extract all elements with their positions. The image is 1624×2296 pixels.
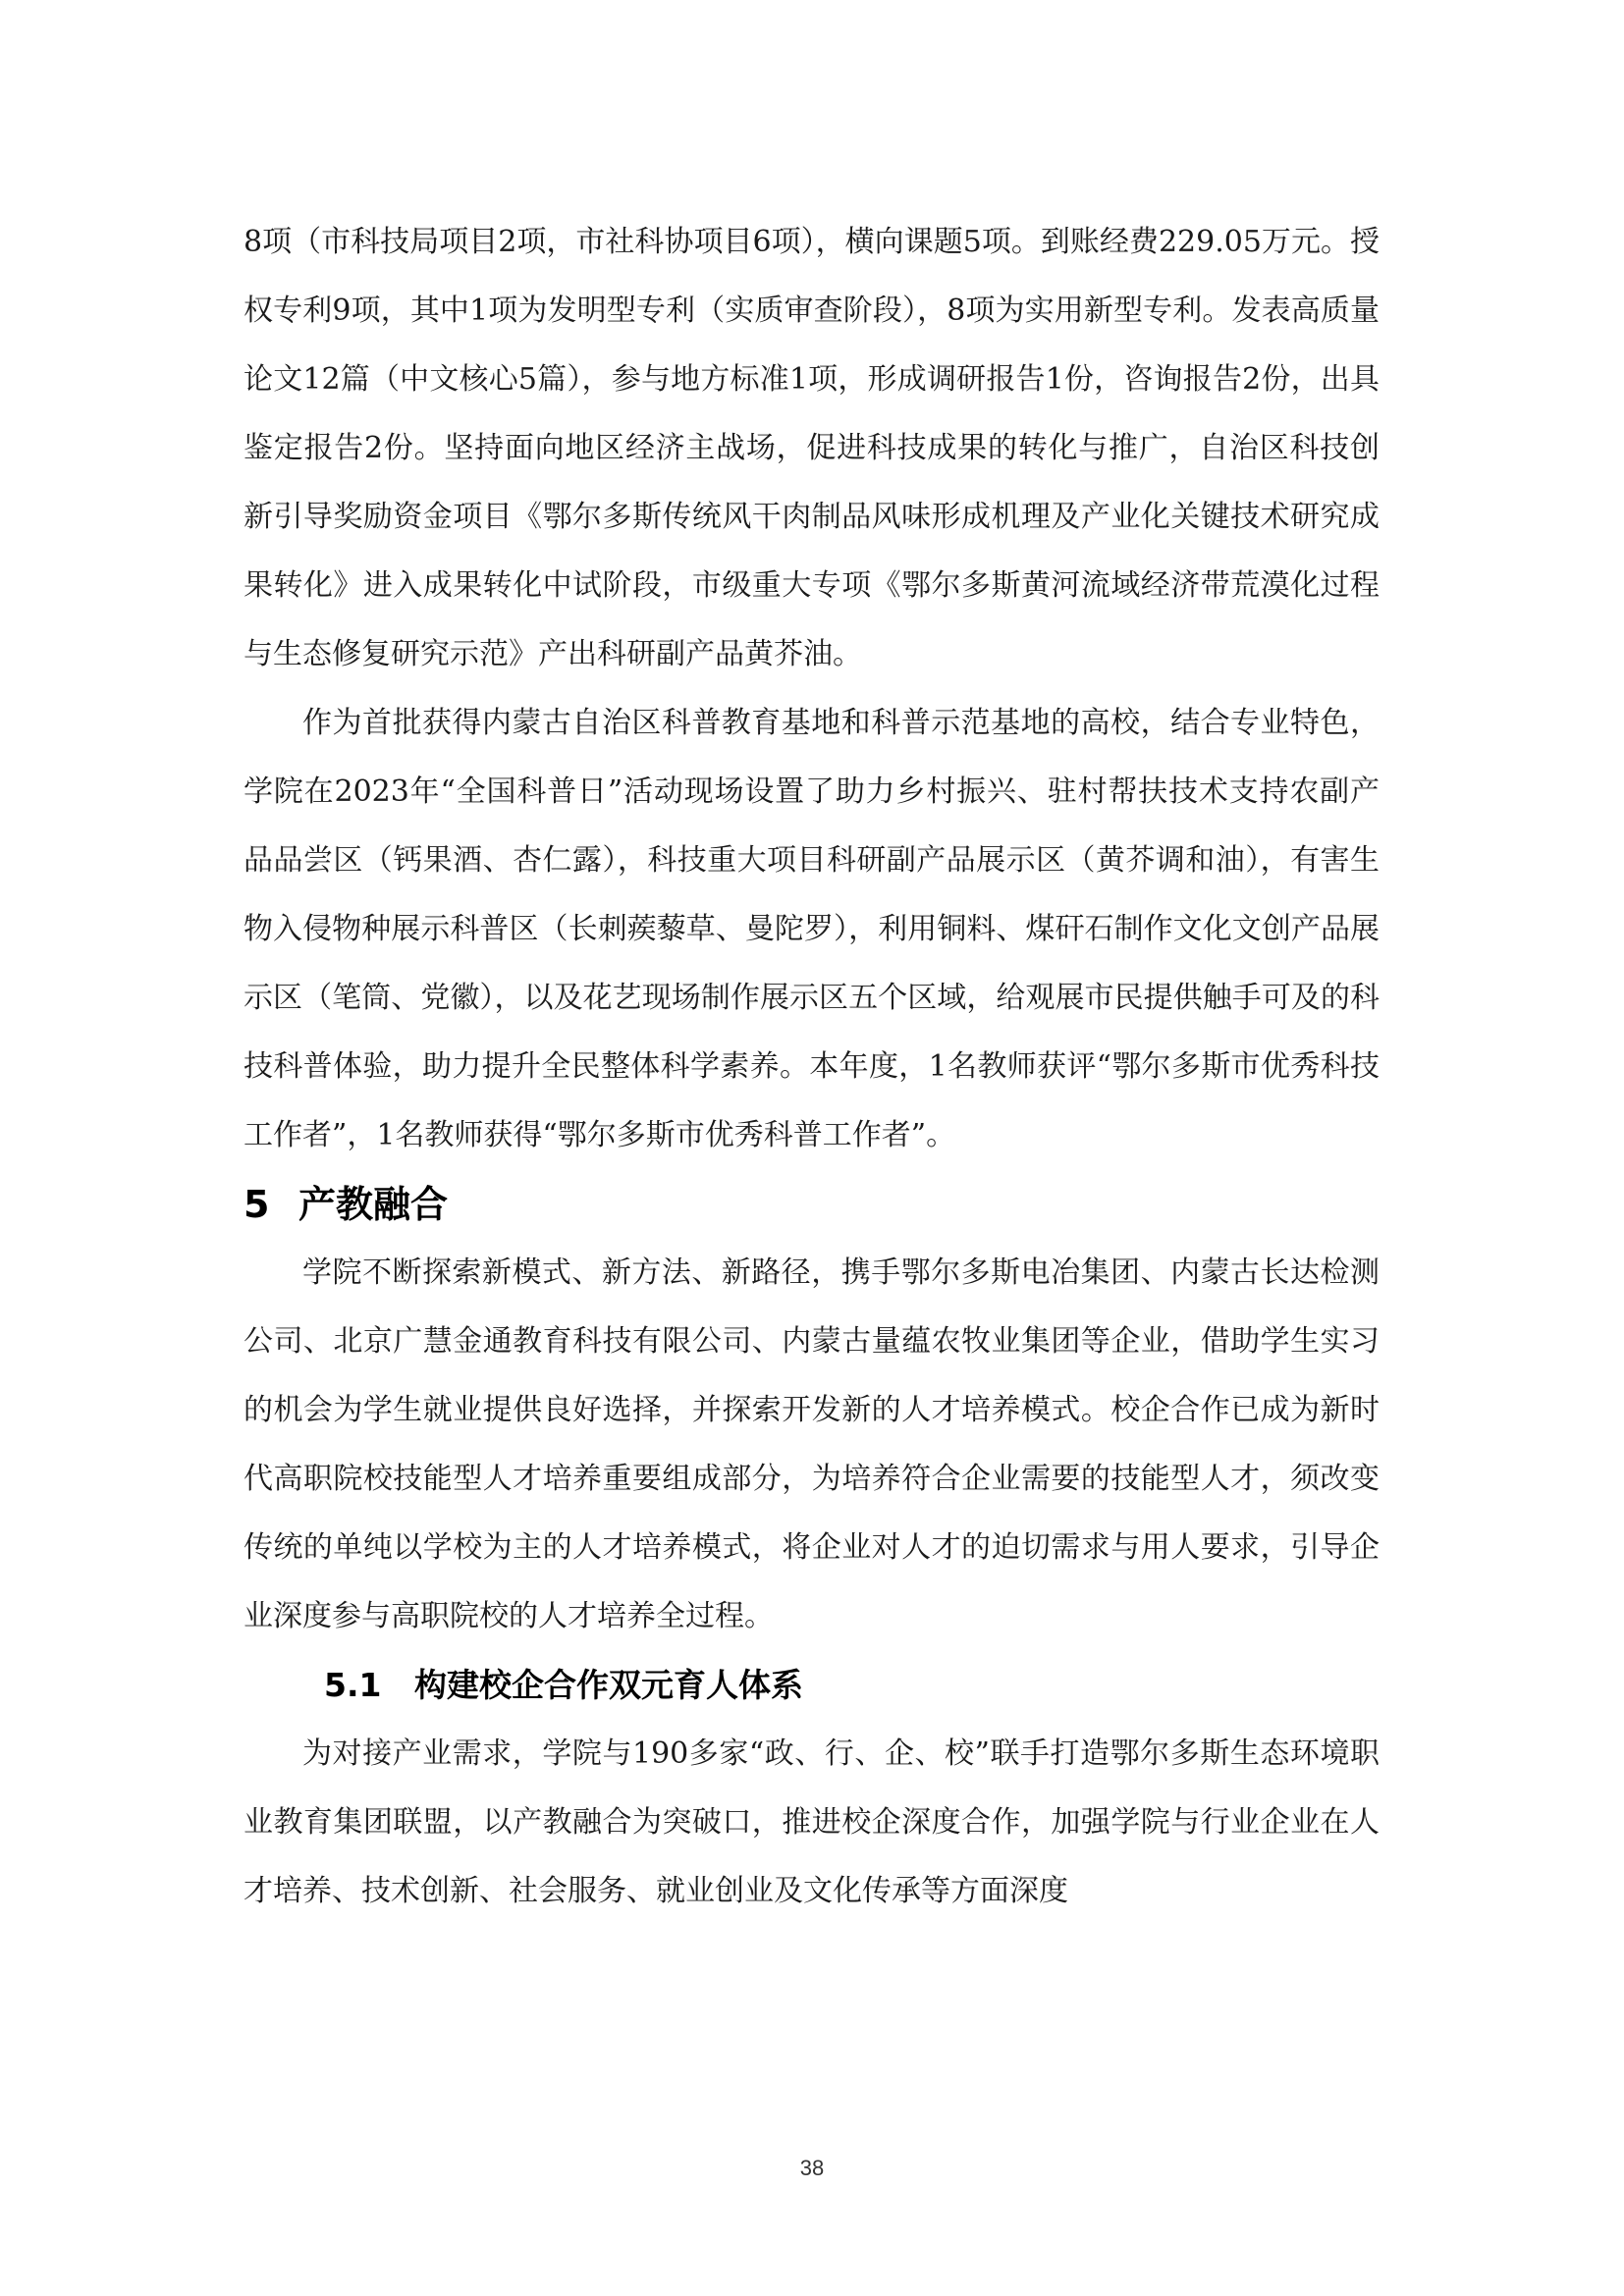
subsection-title: 构建校企合作双元育人体系: [414, 1666, 803, 1704]
page-content: [244, 208, 1380, 1926]
paragraph-school-enterprise: 学院不断探索新模式、新方法、新路径，携手鄂尔多斯电冶集团、内蒙古长达检测公司、北京广慧金通教育科技有限公司、内蒙古量蕴农牧业集团等企业，借助学生实习的机会为学生就业提供良好选择，并探索开发新的人才培养模式。校企合作已成为新时代高职院校技能型人才培养重要组成部分，为培养符合企业需要的技能型人才，须改变传统的单纯以学校为主的人才培养模式，将企业对人才的迫切需求与用人要求，引导企业深度参与高职院校的人才培养全过程。: [244, 1255, 1380, 1633]
subsection-heading-dual-education: [244, 1651, 1380, 1720]
subsection-number: 5.1: [324, 1666, 382, 1704]
section-heading-industry-education: [244, 1170, 1380, 1239]
paragraph-research-output: 8项（市科技局项目2项，市社科协项目6项），横向课题5项。到账经费229.05万元。授权专利9项，其中1项为发明型专利（实质审查阶段），8项为实用新型专利。发表高质量论文12篇（中文核心5篇），参与地方标准1项，形成调研报告1份，咨询报告2份，出具鉴定报告2份。坚持面向地区经济主战场，促进科技成果的转化与推广，自治区科技创新引导奖励资金项目《鄂尔多斯传统风干肉制品风味形成机理及产业化关键技术研究成果转化》进入成果转化中试阶段，市级重大专项《鄂尔多斯黄河流域经济带荒漠化过程与生态修复研究示范》产出科研副产品黄芥油。: [244, 225, 1380, 671]
page-number: 38: [799, 2156, 825, 2180]
section-title: 产教融合: [298, 1183, 449, 1226]
paragraph-industry-alliance: 为对接产业需求，学院与190多家“政、行、企、校”联手打造鄂尔多斯生态环境职业教育集团联盟，以产教融合为突破口，推进校企深度合作，加强学院与行业企业在人才培养、技术创新、社会服务、就业创业及文化传承等方面深度: [244, 1736, 1380, 1908]
section-number: 5: [244, 1183, 270, 1226]
paragraph-science-popularization: 作为首批获得内蒙古自治区科普教育基地和科普示范基地的高校，结合专业特色，学院在2023年“全国科普日”活动现场设置了助力乡村振兴、驻村帮扶技术支持农副产品品尝区（钙果酒、杏仁露），科技重大项目科研副产品展示区（黄芥调和油），有害生物入侵物种展示科普区（长刺蒺藜草、曼陀罗），利用铜料、煤矸石制作文化文创产品展示区（笔筒、党徽），以及花艺现场制作展示区五个区域，给观展市民提供触手可及的科技科普体验，助力提升全民整体科学素养。本年度，1名教师获评“鄂尔多斯市优秀科技工作者”，1名教师获得“鄂尔多斯市优秀科普工作者”。: [244, 706, 1380, 1152]
